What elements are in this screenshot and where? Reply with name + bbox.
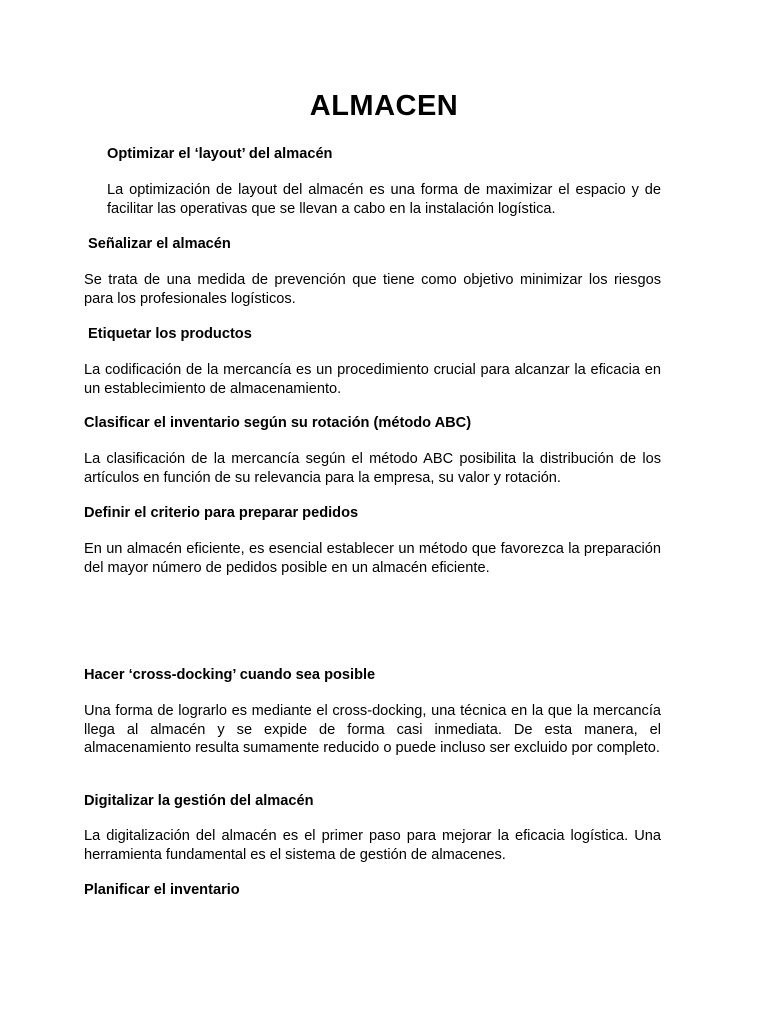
section-heading-etiquetar: Etiquetar los productos: [84, 326, 252, 342]
section-body-pedidos: En un almacén eficiente, es esencial establecer un método que favorezca la preparación del mayor número de pedidos posible en un almacén eficiente.: [84, 541, 661, 576]
section-body-etiquetar: La codificación de la mercancía es un procedimiento crucial para alcanzar la eficacia en un establecimiento de almacenamiento.: [84, 362, 661, 397]
section-heading-senalizar: Señalizar el almacén: [84, 236, 231, 252]
section-heading-layout: Optimizar el ‘layout’ del almacén: [107, 146, 333, 162]
page-title: ALMACEN: [309, 90, 459, 122]
section-heading-pedidos: Definir el criterio para preparar pedidos: [84, 505, 359, 521]
section-body-clasificar: La clasificación de la mercancía según el método ABC posibilita la distribución de los artículos en función de su relevancia para la empresa, su valor y rotación.: [84, 451, 661, 486]
section-heading-cross-docking: Hacer ‘cross-docking’ cuando sea posible: [84, 667, 376, 683]
section-heading-planificar: Planificar el inventario: [84, 882, 240, 898]
section-body-cross-docking: Una forma de lograrlo es mediante el cross-docking, una técnica en la que la mercancía llega al almacén y se expide de forma casi inmediata. De esta manera, el almacenamiento resulta sumamente reducido o puede incluso ser excluido por completo.: [84, 703, 661, 756]
section-body-layout: La optimización de layout del almacén es una forma de maximizar el espacio y de facilitar las operativas que se llevan a cabo en la instalación logística.: [107, 182, 661, 217]
section-heading-clasificar: Clasificar el inventario según su rotación (método ABC): [84, 415, 472, 431]
section-body-digitalizar: La digitalización del almacén es el primer paso para mejorar la eficacia logística. Una herramienta fundamental es el sistema de gestión de almacenes.: [84, 828, 661, 863]
section-body-senalizar: Se trata de una medida de prevención que tiene como objetivo minimizar los riesgos para los profesionales logísticos.: [84, 272, 661, 307]
section-heading-digitalizar: Digitalizar la gestión del almacén: [84, 793, 314, 809]
